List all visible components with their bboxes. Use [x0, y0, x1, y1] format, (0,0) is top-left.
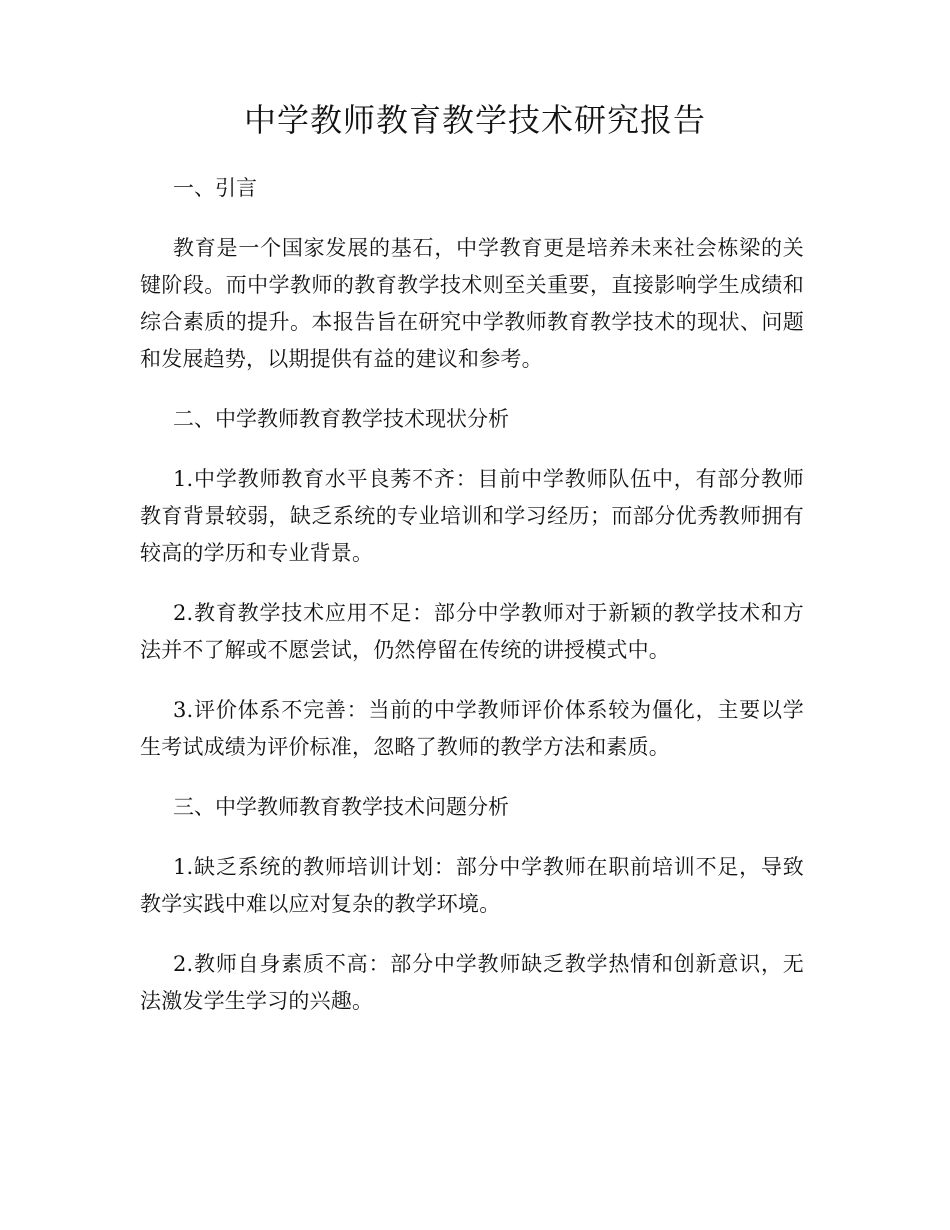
intro-paragraph: 教育是一个国家发展的基石，中学教育更是培养未来社会栋梁的关键阶段。而中学教师的教育教学技术则至关重要，直接影响学生成绩和综合素质的提升。本报告旨在研究中学教师教育教学技术的现状、问题和发展趋势，以期提供有益的建议和参考。 [140, 236, 804, 371]
document-body [140, 170, 804, 1020]
section-heading-status: 二、中学教师教育教学技术现状分析 [173, 407, 509, 431]
section-heading-problems: 三、中学教师教育教学技术问题分析 [173, 795, 509, 819]
status-item-3: 3.评价体系不完善：当前的中学教师评价体系较为僵化，主要以学生考试成绩为评价标准，忽略了教师的教学方法和素质。 [140, 698, 804, 759]
problem-item-1: 1.缺乏系统的教师培训计划：部分中学教师在职前培训不足，导致教学实践中难以应对复杂的教学环境。 [140, 855, 804, 916]
status-item-1: 1.中学教师教育水平良莠不齐：目前中学教师队伍中，有部分教师教育背景较弱，缺乏系统的专业培训和学习经历；而部分优秀教师拥有较高的学历和专业背景。 [140, 467, 804, 565]
document-title: 中学教师教育教学技术研究报告 [243, 101, 706, 139]
section-heading-intro: 一、引言 [173, 176, 257, 200]
problem-item-2: 2.教师自身素质不高：部分中学教师缺乏教学热情和创新意识，无法激发学生学习的兴趣。 [140, 952, 804, 1013]
status-item-2: 2.教育教学技术应用不足：部分中学教师对于新颖的教学技术和方法并不了解或不愿尝试，仍然停留在传统的讲授模式中。 [140, 601, 804, 662]
